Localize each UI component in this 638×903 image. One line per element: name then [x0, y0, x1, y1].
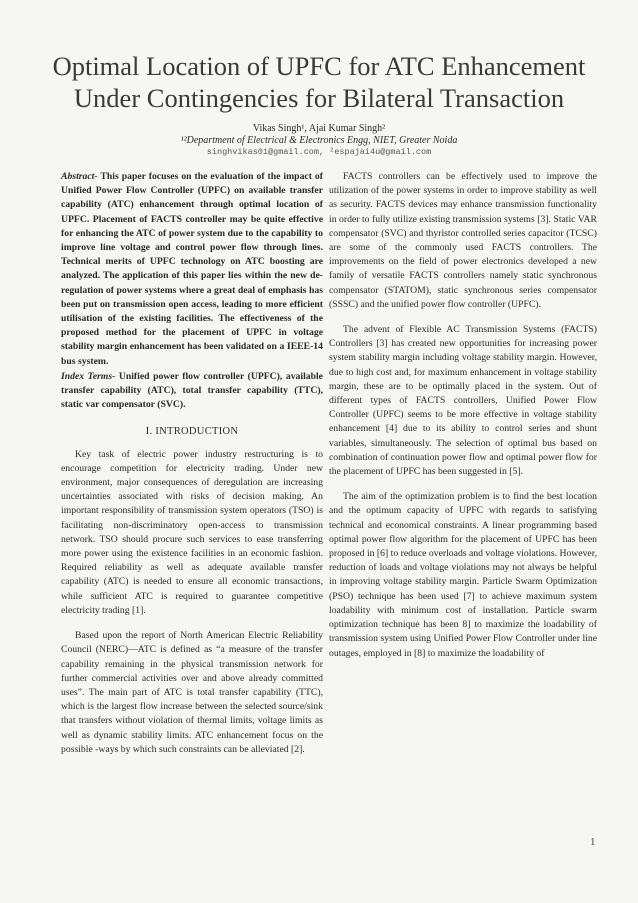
author-emails: singhvikas01@gmail.com, ²espajai4u@gmail.com — [206, 147, 432, 157]
page-number: 1 — [590, 836, 596, 848]
abstract — [61, 170, 323, 369]
author-list: Vikas Singh¹, Ajai Kumar Singh² — [252, 123, 386, 134]
title-line-1: Optimal Location of UPFC for ATC Enhancement — [52, 51, 586, 81]
left-column — [61, 170, 323, 757]
body-paragraph: The advent of Flexible AC Transmission Systems (FACTS) Controllers [3] has created new opportunities for increasing power system stability margin including voltage stability margin. However, due to high cost and, for maximum enhancement in voltage stability margin, these are to be optimally placed in the system. Out of different types of FACTS controllers, Unified Power Flow Controller (UPFC) seems to be more effective in voltage stability enhancement [4] due to its ability to control series and shunt variables, simultaneously. The selection of optimal bus based on combination of continuation power flow and optimal power flow for the placement of UPFC has been suggested in [5]. — [329, 324, 597, 478]
body-paragraph: Key task of electric power industry restructuring is to encourage competition for electricity trading. Under new environment, major consequences of deregulation are increasing uncertainties associated with risks of decision making. An important responsibility of transmission system operators (TSO) is facilitating non-discriminatory open-access to transmission network. TSO should procure such services to ease transferring more power using the existence facilities in an economic fashion. Required reliability as well as adequate available transfer capability (ATC) is needed to ensure all economic transactions, while sufficient ATC is required to guarantee competitive electricity trading [1]. — [61, 448, 323, 616]
right-column — [329, 170, 597, 661]
index-terms — [61, 370, 323, 413]
affiliation: ¹²Department of Electrical & Electronics Engg, NIET, Greater Noida — [180, 135, 458, 146]
index-terms-text: Unified power flow controller (UPFC), available transfer capability (ATC), total transfer capability (TTC), static var compensator (SVC). — [61, 370, 323, 411]
body-paragraph: FACTS controllers can be effectively used to improve the utilization of the power systems in order to improve stability as well as security. FACTS devices may enhance transmission functionality in order to fully utilize existing transmission systems [3]. Static VAR compensator (SVC) and thyristor controlled series capacitor (TCSC) are some of the commonly used FACTS controllers. The improvements on the field of power electronics developed a new family of versatile FACTS controllers namely static synchronous compensator (STATOM), static synchronous series compensator (SSSC) and the unified power flow controller (UPFC). — [329, 171, 597, 310]
body-paragraph: Based upon the report of North American Electric Reliability Council (NERC)—ATC is defined as “a measure of the transfer capability remaining in the physical transmission network for further commercial activities over and above already committed uses”. The main part of ATC is total transfer capability (TTC), which is the largest flow increase between the selected source/sink that transfers without violation of thermal limits, voltage limits as well as dynamic stability limits. ATC enhancement focus on the possible -ways by which such constraints can be alleviated [2]. — [61, 630, 323, 755]
abstract-text: This paper focuses on the evaluation of the impact of Unified Power Flow Controller (UPFC) on available transfer capability (ATC) enhancement through optimal location of UPFC. Placement of FACTS controller may be quite effective for enhancing the ATC of power system due to the capability to improve line voltage and control power flow through lines. Technical merits of UPFC technology on ATC boosting are analyzed. The application of this paper lies within the new de-regulation of power systems where a great deal of emphasis has been put on transmission open access, leading to more efficient utilisation of the existing facilities. The effectiveness of the proposed method for the placement of UPFC in voltage stability margin enhancement has been validated on a IEEE-14 bus system. — [61, 171, 323, 367]
title-line-2: Under Contingencies for Bilateral Transaction — [73, 83, 565, 113]
index-terms-label: Index Terms- — [61, 370, 116, 382]
paper-title — [40, 50, 598, 114]
body-paragraph: The aim of the optimization problem is to find the best location and the optimum capacity of UPFC with regards to satisfying technical and economical constraints. A linear programming based optimal power flow algorithm for the placement of UPFC has been proposed in [6] to reduce overloads and voltage violations. However, reduction of loads and voltage violations may not always be helpful in improving voltage stability margin. Particle Swarm Optimization (PSO) technique has been used [7] to achieve maximum system loadability with minimum cost of installation. Particle swarm optimization technique has been 8] to maximize the loadability of transmission system using Unified Power Flow Controller under line outages, employed in [8] to maximize the loadability of — [329, 491, 597, 659]
section-heading-introduction: I. INTRODUCTION — [145, 426, 239, 438]
abstract-label: Abstract- — [61, 171, 98, 182]
